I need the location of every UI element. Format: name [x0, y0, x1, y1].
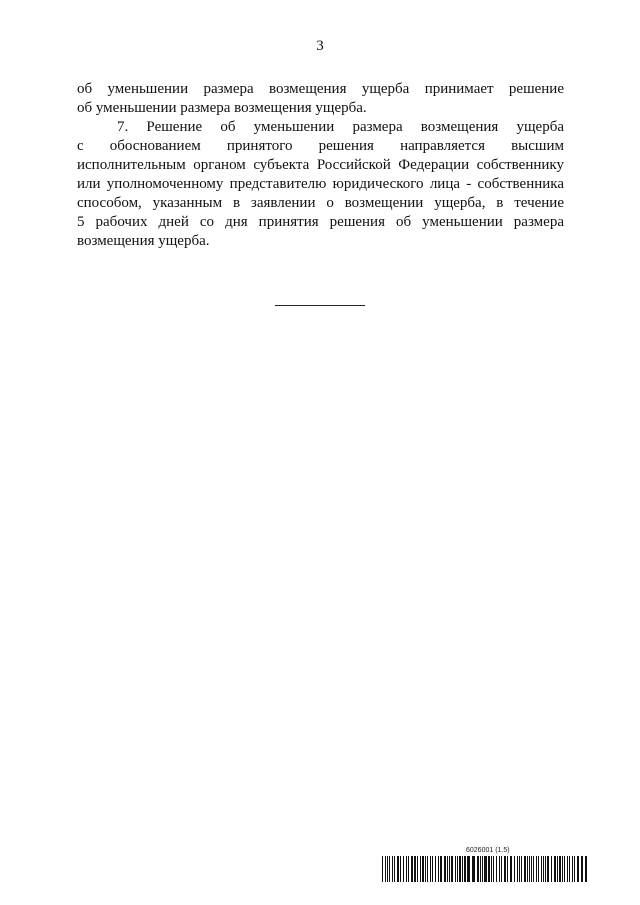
- end-separator-line: [275, 305, 365, 306]
- paragraph-line: исполнительным органом субъекта Российской Федерации собственнику: [77, 157, 564, 173]
- page-number: 3: [316, 38, 324, 54]
- barcode-icon: [382, 856, 590, 882]
- paragraph-line: 7. Решение об уменьшении размера возмещения ущерба: [117, 119, 564, 135]
- paragraph-line: 5 рабочих дней со дня принятия решения об уменьшении размера: [77, 214, 564, 230]
- paragraph-line: с обоснованием принятого решения направляется высшим: [77, 138, 564, 154]
- paragraph-line: способом, указанным в заявлении о возмещении ущерба, в течение: [77, 195, 564, 211]
- paragraph-line: возмещения ущерба.: [77, 233, 210, 249]
- paragraph-line: об уменьшении размера возмещения ущерба.: [77, 100, 367, 116]
- document-code: 6026001 (1.5): [466, 847, 510, 854]
- paragraph-line: об уменьшении размера возмещения ущерба принимает решение: [77, 81, 564, 97]
- paragraph-line: или уполномоченному представителю юридического лица - собственника: [77, 176, 564, 192]
